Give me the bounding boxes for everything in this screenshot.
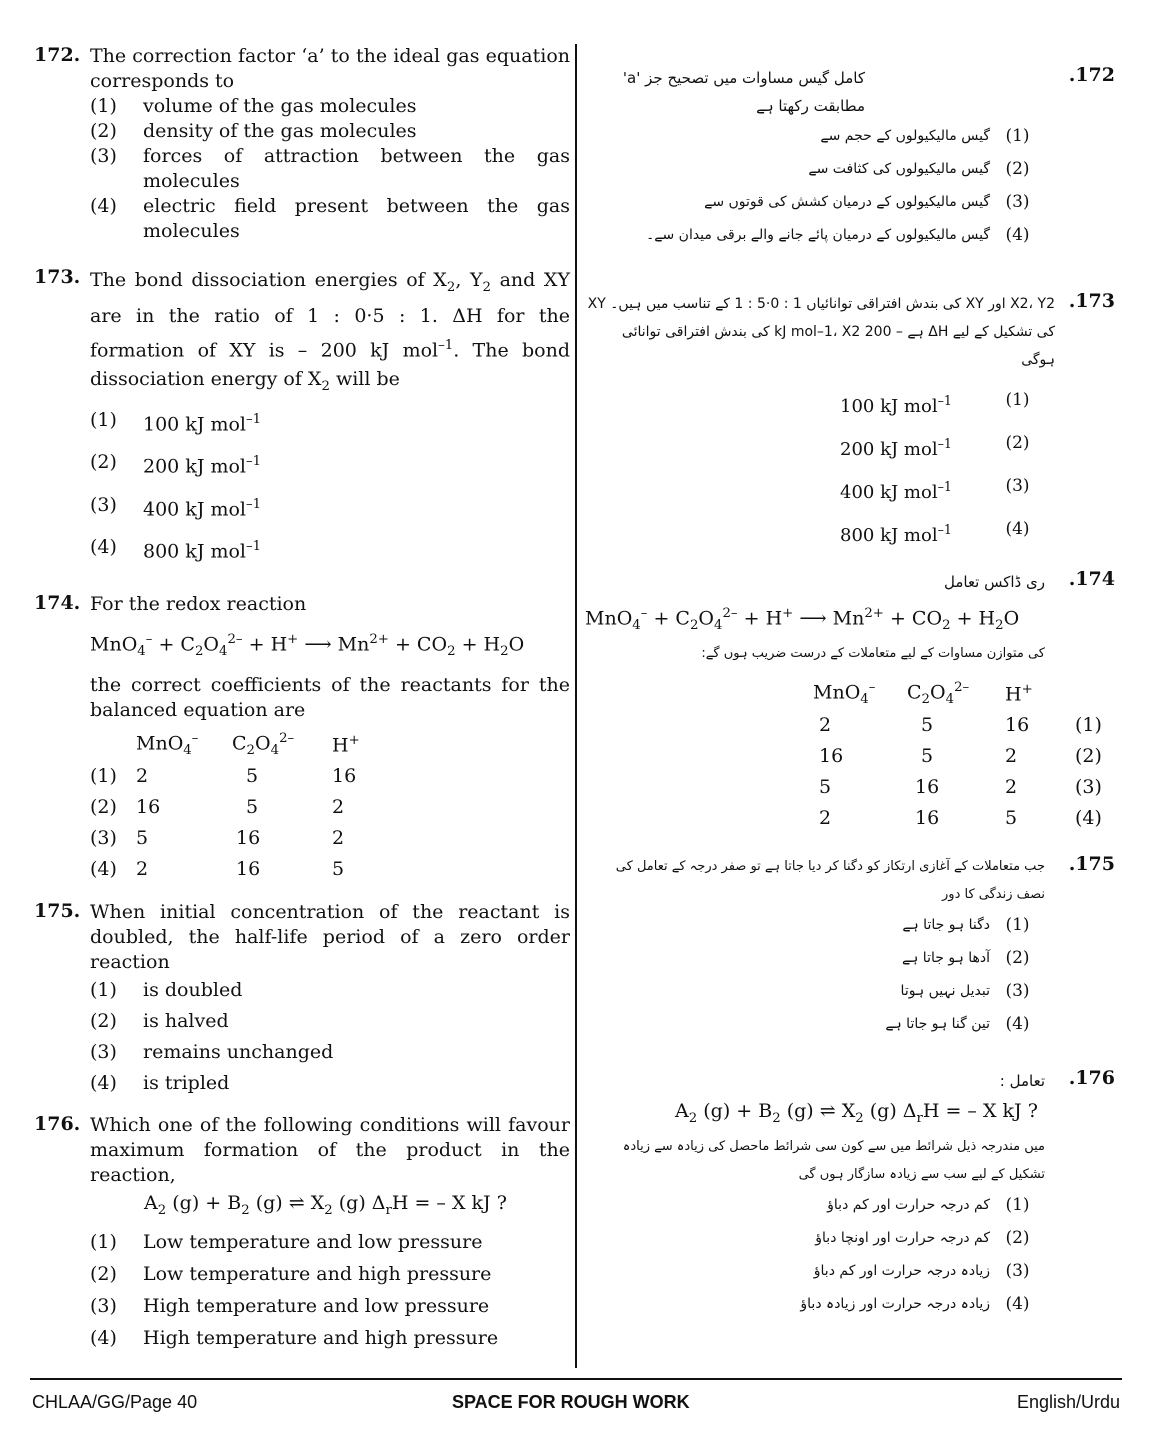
question-number: 175. xyxy=(34,900,81,923)
language-label: English/Urdu xyxy=(1016,1392,1120,1412)
option-1: (1) دگنا ہو جاتا ہے xyxy=(902,915,1030,936)
equilibrium-equation: $A_2$ $(g) + B_2$ (g) ⇌ $X_2$ (g) $\Delta_rH$ = – X kJ ? xyxy=(675,1100,1038,1126)
option-2: (2) 200 kJ mol$^{-1}$ xyxy=(840,433,1030,460)
option-3: (3) 400 kJ mol$^{-1}$ xyxy=(90,493,262,520)
option-3: (3) زیادہ درجہ حرارت اور کم دباؤ xyxy=(813,1260,1030,1281)
option-3: (3) تبدیل نہیں ہوتا xyxy=(900,981,1030,1002)
option-4: (4) is tripled xyxy=(90,1072,230,1095)
table-row: 16 5 2 (2) xyxy=(819,744,1102,767)
urdu-question-172 xyxy=(585,64,1115,252)
coefficient-table xyxy=(90,729,360,884)
option-4: (4) گیس مالیکیولوں کے درمیان پائے جانے والے برقی میدان سے۔ xyxy=(646,225,1030,245)
question-173 xyxy=(34,266,570,570)
option-2: (2) Low temperature and high pressure xyxy=(90,1263,492,1286)
option-4: (4) 800 kJ mol$^{-1}$ xyxy=(840,519,1030,546)
option-2: (2) آدھا ہو جاتا ہے xyxy=(901,948,1030,969)
question-number: .172 xyxy=(1068,64,1115,86)
rough-work-label: SPACE FOR ROUGH WORK xyxy=(452,1392,690,1412)
option-2: (2) گیس مالیکیولوں کی کثافت سے xyxy=(808,159,1030,179)
question-number: 174. xyxy=(34,592,81,615)
option-2: (2) density of the gas molecules xyxy=(90,120,417,142)
question-number: 173. xyxy=(34,266,81,288)
question-stem: تعامل : xyxy=(999,1072,1045,1091)
header-c2o4: $C_2O_4^{2-}$ xyxy=(232,731,295,759)
question-stem: The bond dissociation energies of $X_2$, $Y_2$ and XY are in the ratio of 1 : 0·5 : 1. ΔH for the formation of XY is – 200 kJ mol$^{-1}$. The bond dissociation energy of $X_2$ will be xyxy=(90,269,570,394)
question-stem-2: میں مندرجہ ذیل شرائط میں سے کون سی شرائط ماحصل کی زیادہ سے زیادہ تشکیل کے لیے سب سے زیادہ سازگار ہوں گی xyxy=(622,1138,1045,1182)
question-number: .173 xyxy=(1068,290,1115,312)
question-number: .174 xyxy=(1068,568,1115,590)
option-1: (1) Low temperature and low pressure xyxy=(90,1231,483,1254)
option-3: (3) High temperature and low pressure xyxy=(90,1295,490,1318)
option-1: (1) volume of the gas molecules xyxy=(90,95,417,117)
footer-rule xyxy=(30,1378,1122,1380)
redox-equation: $MnO_4^- + C_2O_4^{2-} + H^+$ ⟶ $Mn^{2+} + CO_2 + H_2O$ xyxy=(90,632,525,660)
header-c2o4: $C_2O_4^{2-}$ xyxy=(907,680,970,708)
option-4: (4) تین گنا ہو جاتا ہے xyxy=(885,1014,1030,1035)
question-stem: For the redox reaction xyxy=(90,593,307,616)
question-stem: The correction factor ‘a’ to the ideal gas equation corresponds to xyxy=(90,45,570,92)
option-4: (4) زیادہ درجہ حرارت اور زیادہ دباؤ xyxy=(800,1293,1030,1314)
option-3: (3) remains unchanged xyxy=(90,1041,334,1064)
coefficient-table xyxy=(813,678,1115,833)
header-mno4: MnO$_4$– xyxy=(136,731,199,759)
question-174 xyxy=(34,592,570,884)
option-3: (3) forces of attraction between the gas molecules xyxy=(90,145,570,192)
urdu-question-175 xyxy=(585,853,1115,1041)
option-4: (4) 800 kJ mol$^{-1}$ xyxy=(90,535,262,563)
question-stem: کامل گیس مساوات میں تصحیح جز 'a' مطابقت رکھتا ہے xyxy=(622,69,865,115)
question-172 xyxy=(34,44,570,244)
question-stem: ری ڈاکس تعامل xyxy=(943,573,1045,591)
header-h: H+ xyxy=(1005,681,1033,706)
table-row: 2 5 16 (1) xyxy=(819,713,1102,736)
question-stem: X2، Y2 اور XY کی بندش افتراقی توانائیاں 1 : 0·5 : 1 کے تناسب میں ہیں۔ XY کی تشکیل کے لیے ΔH ہے – 200 kJ mol–1، X2 کی بندش افتراقی توانائی ہوگی xyxy=(587,296,1055,368)
option-1: (1) is doubled xyxy=(90,979,243,1002)
option-1: (1) 100 kJ mol$^{-1}$ xyxy=(90,408,262,436)
header-mno4: MnO$_4$– xyxy=(813,680,876,708)
table-row: 2 16 5 (4) xyxy=(819,806,1102,829)
redox-equation: $MnO_4^- + C_2O_4^{2-} + H^+$ ⟶ $Mn^{2+} + CO_2 + H_2O$ xyxy=(585,606,1020,634)
table-row: (1) 2 5 16 xyxy=(90,764,357,787)
urdu-question-176 xyxy=(585,1067,1115,1321)
option-4: (4) High temperature and high pressure xyxy=(90,1327,499,1350)
question-number: 172. xyxy=(34,44,81,66)
table-row: (4) 2 16 5 xyxy=(90,857,345,880)
question-176 xyxy=(34,1113,570,1354)
english-column xyxy=(34,44,570,1354)
header-h: H+ xyxy=(332,733,360,757)
question-number: 176. xyxy=(34,1113,81,1136)
option-1: (1) گیس مالیکیولوں کے حجم سے xyxy=(820,126,1030,146)
question-stem-2: کی متوازن مساوات کے لیے متعاملات کے درست ضریب ہوں گے: xyxy=(701,646,1045,662)
question-stem: جب متعاملات کے آغازی ارتکاز کو دگنا کر دیا جاتا ہے تو صفر درجہ کے تعامل کی نصف زندگی کا دور xyxy=(615,859,1045,903)
question-stem-2: the correct coefficients of the reactants for the balanced equation are xyxy=(90,674,570,722)
urdu-question-174 xyxy=(585,568,1115,833)
table-row: 5 16 2 (3) xyxy=(819,775,1102,798)
option-3: (3) 400 kJ mol$^{-1}$ xyxy=(840,476,1030,503)
question-stem: Which one of the following conditions will favour maximum formation of the product in the reaction, xyxy=(90,1114,570,1187)
equilibrium-equation: $A_2$ $(g) + B_2$ (g) ⇌ $X_2$ (g) $\Delta_rH$ = – X kJ ? xyxy=(144,1192,507,1219)
option-4: (4) electric field present between the gas molecules xyxy=(90,195,570,242)
table-header-row xyxy=(90,729,360,760)
question-175 xyxy=(34,900,570,1099)
urdu-question-173 xyxy=(585,290,1115,554)
column-divider xyxy=(575,44,577,1368)
table-row: (2) 16 5 2 xyxy=(90,795,345,818)
option-3: (3) گیس مالیکیولوں کے درمیان کشش کی قوتوں سے xyxy=(704,192,1030,212)
option-2: (2) 200 kJ mol$^{-1}$ xyxy=(90,451,262,478)
question-number: .175 xyxy=(1068,853,1115,876)
table-header-row xyxy=(813,678,1115,709)
question-number: .176 xyxy=(1068,1067,1115,1090)
table-row: (3) 5 16 2 xyxy=(90,826,345,849)
option-2: (2) is halved xyxy=(90,1010,229,1033)
question-stem: When initial concentration of the reactant is doubled, the half-life period of a zero order reaction xyxy=(90,901,570,974)
urdu-column xyxy=(585,44,1115,1321)
option-2: (2) کم درجہ حرارت اور اونچا دباؤ xyxy=(815,1227,1030,1248)
option-1: (1) کم درجہ حرارت اور کم دباؤ xyxy=(827,1194,1030,1215)
page-code: CHLAA/GG/Page 40 xyxy=(32,1392,198,1412)
option-1: (1) 100 kJ mol$^{-1}$ xyxy=(840,390,1030,417)
